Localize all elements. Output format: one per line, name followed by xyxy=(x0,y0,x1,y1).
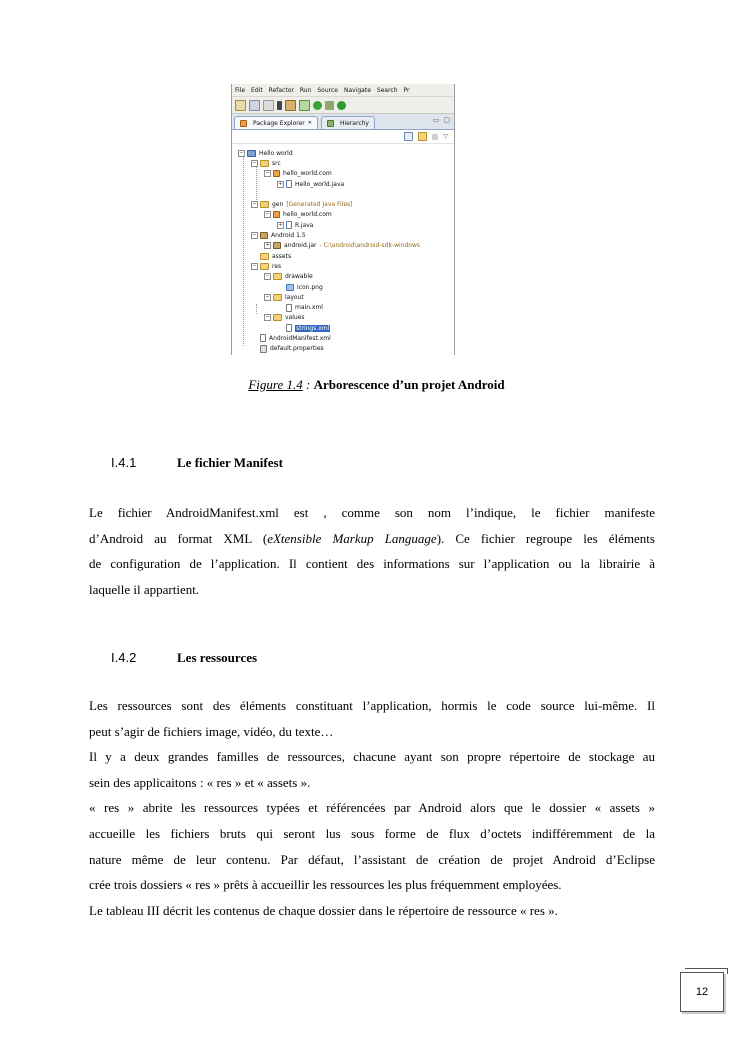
link-editor-icon[interactable] xyxy=(418,132,427,141)
view-toolbar xyxy=(232,130,454,144)
tree-item[interactable] xyxy=(232,292,454,302)
text-run: d’Android au format XML ( xyxy=(89,530,268,546)
collapse-icon[interactable]: − xyxy=(252,159,257,166)
collapse-all-icon[interactable] xyxy=(404,132,413,141)
tree-item-label: default.properties xyxy=(270,345,324,353)
pkg-icon xyxy=(273,211,280,218)
paragraph-resources xyxy=(89,693,655,923)
text-run: ). Ce fichier regroupe les éléments xyxy=(436,530,655,546)
expand-icon[interactable]: + xyxy=(265,242,270,249)
text-line xyxy=(89,526,655,552)
run-icon xyxy=(337,101,346,110)
text-line: sein des applicaitons : « res » et « assets ». xyxy=(89,774,311,790)
text-line: Les ressources sont des éléments constituant l’application, hormis le code source lui-même. Il xyxy=(89,698,655,713)
folder-icon xyxy=(260,201,269,208)
maximize-icon[interactable]: ▢ xyxy=(443,116,450,124)
xml-icon xyxy=(286,324,292,332)
text-line: laquelle il appartient. xyxy=(89,581,200,597)
expand-icon[interactable]: + xyxy=(278,221,283,228)
tab-package-explorer[interactable] xyxy=(234,116,318,129)
tree-item[interactable] xyxy=(232,333,454,343)
xml-icon xyxy=(260,334,266,342)
java-icon xyxy=(286,221,292,229)
tree-item[interactable] xyxy=(232,302,454,312)
collapse-icon[interactable]: − xyxy=(265,211,270,218)
tree-item[interactable] xyxy=(232,282,454,292)
tree-item-label: values xyxy=(285,314,305,322)
new-icon xyxy=(235,100,246,111)
text-line: Il y a deux grandes familles de ressources, chacune ayant son propre répertoire de stockage au xyxy=(89,749,655,765)
section-number: I.4.2 xyxy=(111,650,137,665)
tree-item[interactable] xyxy=(232,313,454,323)
tab-label: Hierarchy xyxy=(339,119,369,127)
tree-item-label: hello_world.com xyxy=(283,170,332,178)
tree-item[interactable] xyxy=(232,199,454,209)
menu-file: File xyxy=(235,86,246,94)
tree-item-label: android.jar xyxy=(284,242,317,250)
menu-source: Source xyxy=(317,86,338,94)
view-tabs xyxy=(232,114,454,130)
tree-item[interactable] xyxy=(232,344,454,354)
text-line: accueille les fichiers bruts qui seront lus sous forme de flux d’octets indifféremment de la xyxy=(89,825,655,841)
add-icon xyxy=(313,101,322,110)
tree-item[interactable] xyxy=(232,179,454,189)
folder-icon xyxy=(273,314,282,321)
eclipse-screenshot xyxy=(231,84,455,355)
device-icon xyxy=(277,101,282,110)
xml-icon xyxy=(286,304,292,312)
collapse-icon[interactable]: − xyxy=(252,262,257,269)
package-icon xyxy=(285,100,296,111)
caption-title: Arborescence d’un projet Android xyxy=(313,377,505,392)
package-explorer-icon xyxy=(240,120,247,127)
menu-project: Pr xyxy=(403,86,410,94)
img-icon xyxy=(286,284,294,291)
window-buttons xyxy=(433,116,450,124)
tree-item[interactable] xyxy=(232,323,454,333)
save-icon xyxy=(249,100,260,111)
tree-item-label: strings.xml xyxy=(296,324,330,332)
collapse-icon[interactable]: − xyxy=(265,293,270,300)
props-icon xyxy=(260,345,267,353)
menu-edit: Edit xyxy=(251,86,263,94)
text-line: « res » abrite les ressources typées et référencées par Android alors que le dossier « assets » xyxy=(89,800,655,816)
text-line: Le fichier AndroidManifest.xml est , comme son nom l’indique, le fichier manifeste xyxy=(89,505,655,520)
folder-icon xyxy=(273,294,282,301)
figure-number: Figure 1.4 xyxy=(248,377,303,392)
tree-item[interactable] xyxy=(232,272,454,282)
tree-item-label: gen xyxy=(272,201,284,209)
caption-separator: : xyxy=(302,377,314,392)
tree-item[interactable] xyxy=(232,220,454,230)
menu-navigate: Navigate xyxy=(343,86,371,94)
collapse-icon[interactable]: − xyxy=(252,232,257,239)
print-icon xyxy=(263,100,274,111)
page-number: 12 xyxy=(680,972,724,1012)
tree-item-label: res xyxy=(272,262,282,270)
debug-icon xyxy=(325,101,334,110)
tree-item-label: icon.png xyxy=(297,283,323,291)
text-line: crée trois dossiers « res » prêts à accueillir les ressources les plus fréquemment employées. xyxy=(89,877,562,893)
text-line: Le tableau III décrit les contenus de chaque dossier dans le répertoire de ressource « res ». xyxy=(89,902,558,918)
tree-item[interactable] xyxy=(232,169,454,179)
text-italic: eXtensible Markup Language xyxy=(267,530,437,546)
tree-item-label: hello_world.com xyxy=(283,211,332,219)
tree-item-label: R.java xyxy=(295,221,314,229)
view-menu-icon[interactable] xyxy=(432,134,438,140)
paragraph-manifest xyxy=(89,500,655,602)
menu-run: Run xyxy=(299,86,312,94)
tree-item-decoration: [Generated Java Files] xyxy=(286,201,353,209)
folder-icon xyxy=(273,273,282,280)
folder-icon xyxy=(260,160,269,167)
collapse-icon[interactable]: − xyxy=(265,170,270,177)
collapse-icon[interactable]: − xyxy=(239,149,244,156)
text-line: peut s’agir de fichiers image, vidéo, du texte… xyxy=(89,723,334,739)
tree-item[interactable] xyxy=(232,230,454,240)
folder-icon xyxy=(260,253,269,260)
tree-item-label: Hello world xyxy=(259,149,293,157)
jar-icon xyxy=(273,242,281,249)
chevron-down-icon[interactable]: ▽ xyxy=(443,133,448,140)
text-line: de configuration de l’application. Il contient des informations sur l’application ou la librairie à xyxy=(89,556,655,572)
section-title: Le fichier Manifest xyxy=(177,455,283,470)
menu-search: Search xyxy=(376,86,398,94)
tree-item-label: Android 1.5 xyxy=(271,232,306,240)
collapse-icon[interactable]: − xyxy=(252,201,257,208)
close-icon[interactable]: ✕ xyxy=(307,120,312,126)
tab-hierarchy[interactable] xyxy=(321,116,375,129)
figure-caption xyxy=(0,377,745,393)
tree-item[interactable] xyxy=(232,241,454,251)
collapse-icon[interactable]: − xyxy=(265,273,270,280)
toolbar xyxy=(232,97,454,114)
minimize-icon[interactable]: ▭ xyxy=(432,116,440,124)
tree-item-label: layout xyxy=(285,293,304,301)
collapse-icon[interactable]: − xyxy=(265,314,270,321)
tree-item-label: assets xyxy=(272,252,292,260)
menu-refactor: Refactor xyxy=(268,86,294,94)
tree-item[interactable] xyxy=(232,261,454,271)
tree-item[interactable] xyxy=(232,148,454,158)
tree-item-label: src xyxy=(272,159,281,167)
project-tree xyxy=(232,144,454,354)
java-icon xyxy=(286,180,292,188)
proj-icon xyxy=(247,150,256,157)
tab-label: Package Explorer xyxy=(253,119,305,127)
tree-item[interactable] xyxy=(232,210,454,220)
menu-bar xyxy=(232,84,454,97)
section-title: Les ressources xyxy=(177,650,258,665)
section-heading xyxy=(111,650,257,666)
tree-item-label: drawable xyxy=(285,273,313,281)
class-icon xyxy=(299,100,310,111)
hierarchy-icon xyxy=(327,120,334,127)
tree-item[interactable] xyxy=(232,251,454,261)
tree-item-label: AndroidManifest.xml xyxy=(269,334,331,342)
folder-icon xyxy=(260,263,269,270)
tree-item-label: main.xml xyxy=(295,304,323,312)
tree-item[interactable] xyxy=(232,158,454,168)
tree-item-label: Hello_world.java xyxy=(295,180,345,188)
jar-icon xyxy=(260,232,268,239)
pkg-icon xyxy=(273,170,280,177)
tree-item[interactable] xyxy=(232,189,454,199)
section-number: I.4.1 xyxy=(111,455,137,470)
expand-icon[interactable]: + xyxy=(278,180,283,187)
tree-item-decoration: - C:\android\android-sdk-windows xyxy=(319,242,420,250)
text-line: nature même de leur contenu. Par défaut, l’assistant de création de projet Android d’Eclipse xyxy=(89,851,655,867)
section-heading xyxy=(111,455,283,471)
